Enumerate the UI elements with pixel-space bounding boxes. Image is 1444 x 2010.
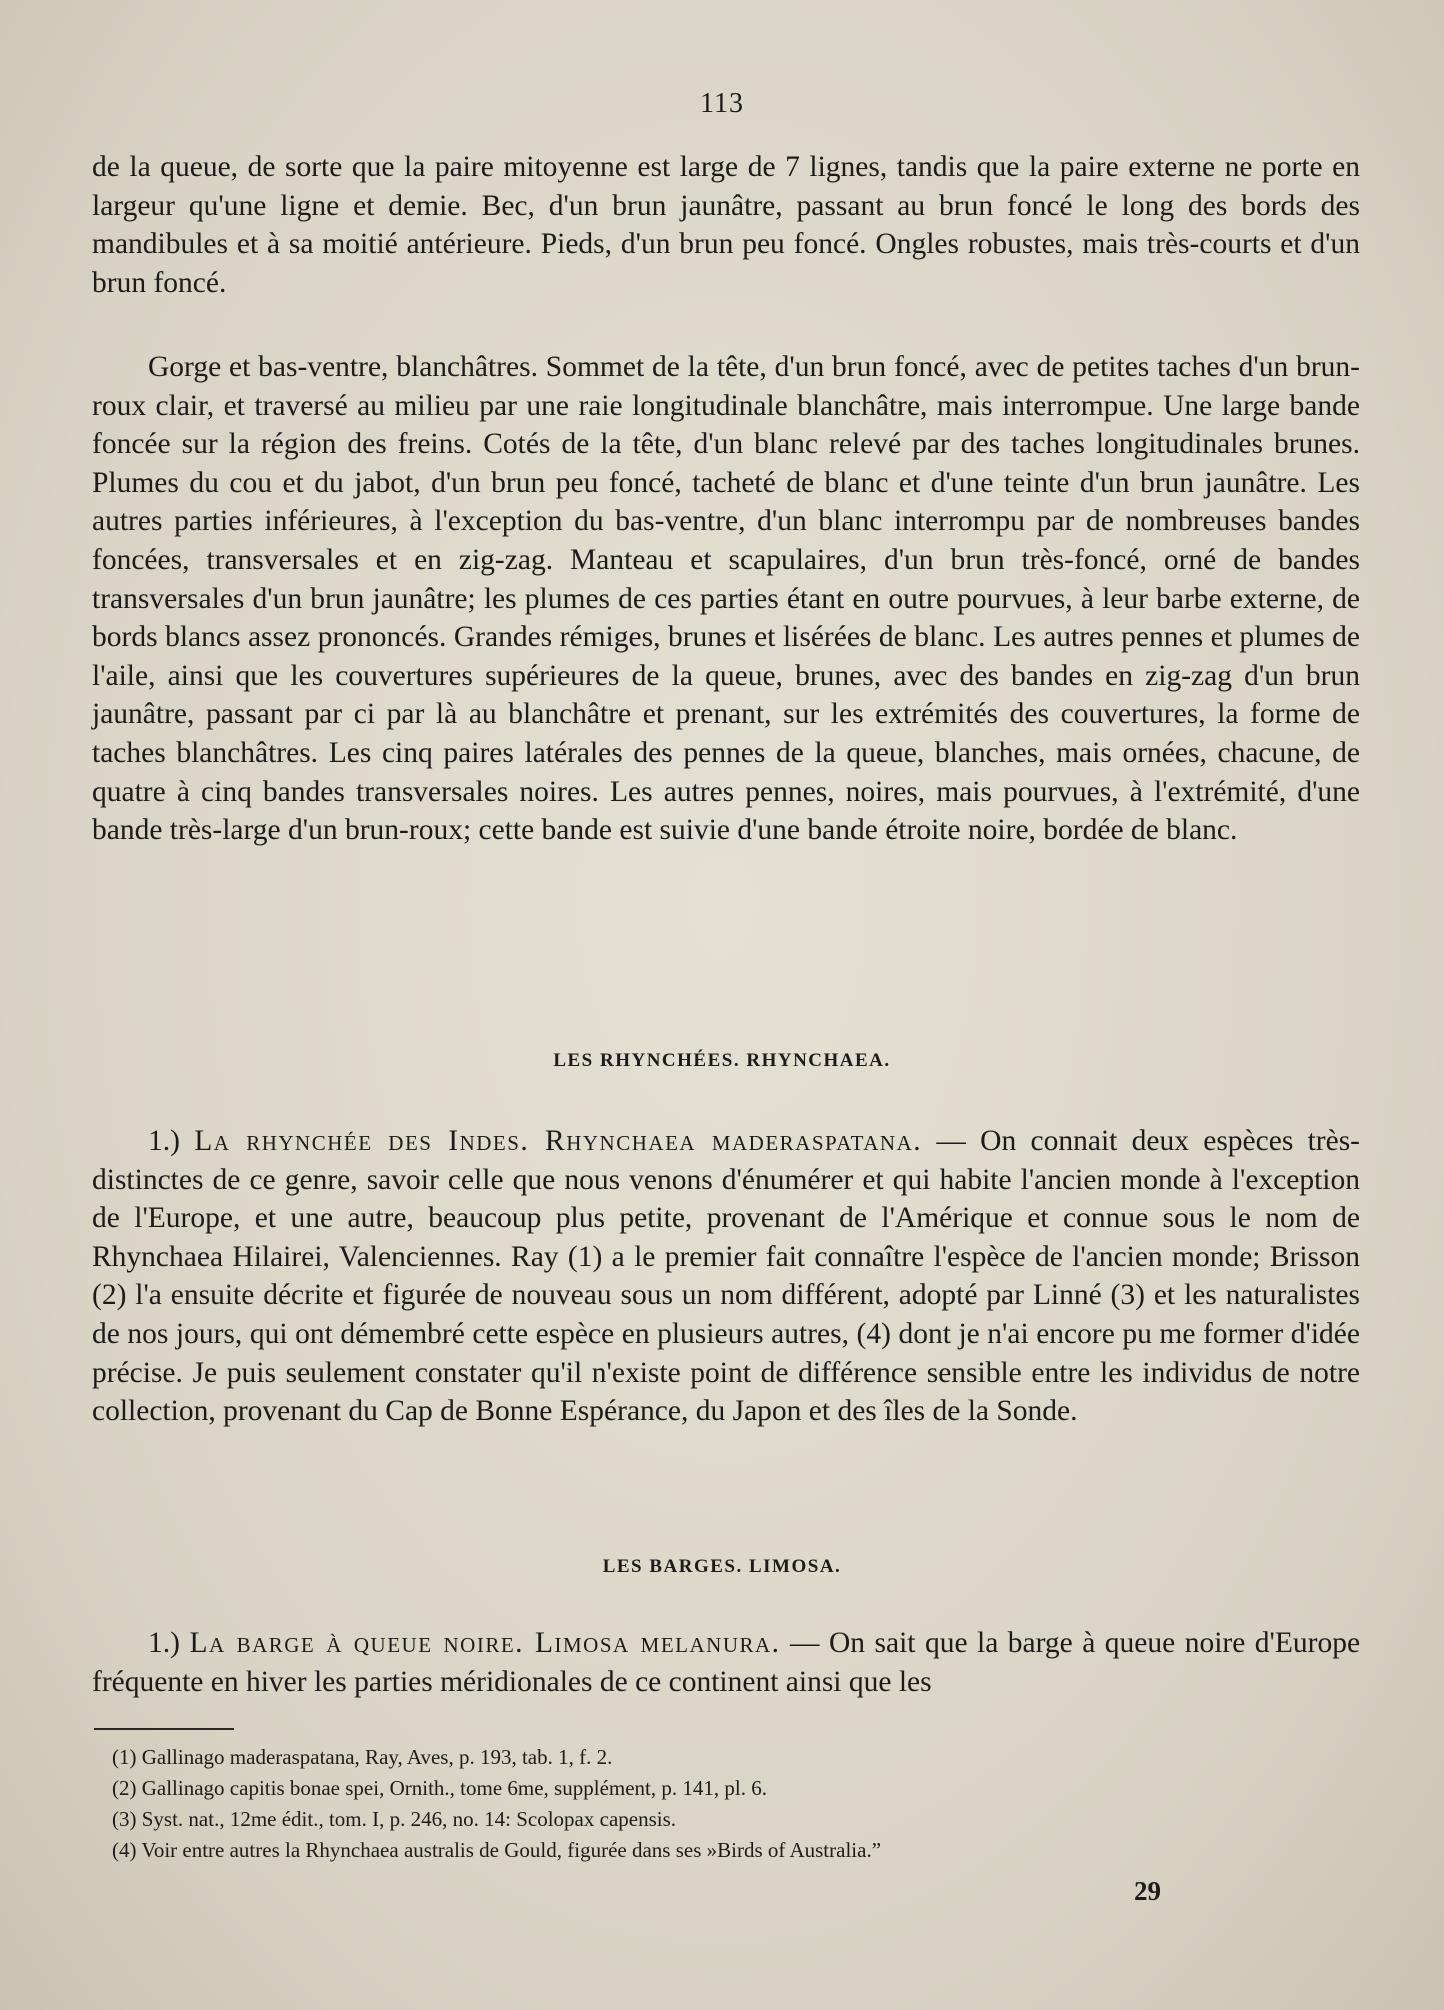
body-paragraph-1 xyxy=(92,148,1360,302)
footnote-2: (2) Gallinago capitis bonae spei, Ornith., tome 6me, supplément, p. 141, pl. 6. xyxy=(112,1776,767,1800)
entry-title: La barge à queue noire. Limosa melanura. xyxy=(189,1627,781,1659)
entry-title: La rhynchée des Indes. Rhynchaea maderaspatana. xyxy=(194,1125,923,1157)
footnote-3: (3) Syst. nat., 12me édit., tom. I, p. 246, no. 14: Scolopax capensis. xyxy=(112,1807,677,1831)
footnote-divider xyxy=(94,1728,234,1730)
paragraph-text: Gorge et bas-ventre, blanchâtres. Sommet de la tête, d'un brun foncé, avec de petites taches d'un brun-roux clair, et traversé au milieu par une raie longitudinale blanchâtre, mais interrompue. Une large bande foncée sur la région des freins. Cotés de la tête, d'un blanc relevé par des taches longitudinales brunes. Plumes du cou et du jabot, d'un brun peu foncé, tacheté de blanc et d'une teinte d'un brun jaunâtre. Les autres parties inférieures, à l'exception du bas-ventre, d'un blanc interrompu par de nombreuses bandes foncées, transversales et en zig-zag. Manteau et scapulaires, d'un brun très-foncé, orné de bandes transversales d'un brun jaunâtre; les plumes de ces parties étant en outre pourvues, à leur barbe externe, de bords blancs assez prononcés. Grandes rémiges, brunes et lisérées de blanc. Les autres pennes et plumes de l'aile, ainsi que les couvertures supérieures de la queue, brunes, avec des bandes en zig-zag d'un brun jaunâtre, passant par ci par là au blanchâtre et prenant, sur les extrémités des couvertures, la forme de taches blanchâtres. Les cinq paires latérales des pennes de la queue, blanches, mais ornées, chacune, de quatre à cinq bandes transversales noires. Les autres pennes, noires, mais pourvues, à l'extrémité, d'une bande très-large d'un brun-roux; cette bande est suivie d'une bande étroite noire, bordée de blanc. xyxy=(92,351,1360,847)
entry-number: 1.) xyxy=(148,1125,180,1157)
body-paragraph-2 xyxy=(92,348,1360,850)
footnote-4: (4) Voir entre autres la Rhynchaea australis de Gould, figurée dans ses »Birds of Australia.” xyxy=(112,1838,882,1862)
entry-barge xyxy=(92,1624,1360,1701)
entry-rhynchee xyxy=(92,1122,1360,1431)
section-heading-rhynchees: LES RHYNCHÉES. RHYNCHAEA. xyxy=(553,1050,891,1071)
footnotes xyxy=(112,1742,1212,1866)
entry-number: 1.) xyxy=(148,1627,180,1659)
entry-text: — On connait deux espèces très-distinctes de ce genre, savoir celle que nous venons d'énumérer et qui habite l'ancien monde à l'exception de l'Europe, et une autre, beaucoup plus petite, provenant de l'Amérique et connue sous le nom de Rhynchaea Hilairei, Valenciennes. Ray (1) a le premier fait connaître l'espèce de l'ancien monde; Brisson (2) l'a ensuite décrite et figurée de nouveau sous un nom différent, adopté par Linné (3) et les naturalistes de nos jours, qui ont démembré cette espèce en plusieurs autres, (4) dont je n'ai encore pu me former d'idée précise. Je puis seulement constater qu'il n'existe point de différence sensible entre les individus de notre collection, provenant du Cap de Bonne Espérance, du Japon et des îles de la Sonde. xyxy=(92,1125,1361,1428)
section-heading-barges: LES BARGES. LIMOSA. xyxy=(602,1556,842,1577)
sheet-signature-number: 29 xyxy=(1134,1876,1161,1906)
paragraph-text: de la queue, de sorte que la paire mitoyenne est large de 7 lignes, tandis que la paire externe ne porte en largeur qu'une ligne et demie. Bec, d'un brun jaunâtre, passant au brun foncé le long des bords des mandibules et à sa moitié antérieure. Pieds, d'un brun peu foncé. Ongles robustes, mais très-courts et d'un brun foncé. xyxy=(92,151,1360,299)
entry-text: — On sait que la barge à queue noire d'Europe fréquente en hiver les parties méridionales de ce continent ainsi que les xyxy=(92,1627,1361,1698)
footnote-1: (1) Gallinago maderaspatana, Ray, Aves, p. 193, tab. 1, f. 2. xyxy=(112,1745,613,1769)
page-number: 113 xyxy=(700,88,744,119)
